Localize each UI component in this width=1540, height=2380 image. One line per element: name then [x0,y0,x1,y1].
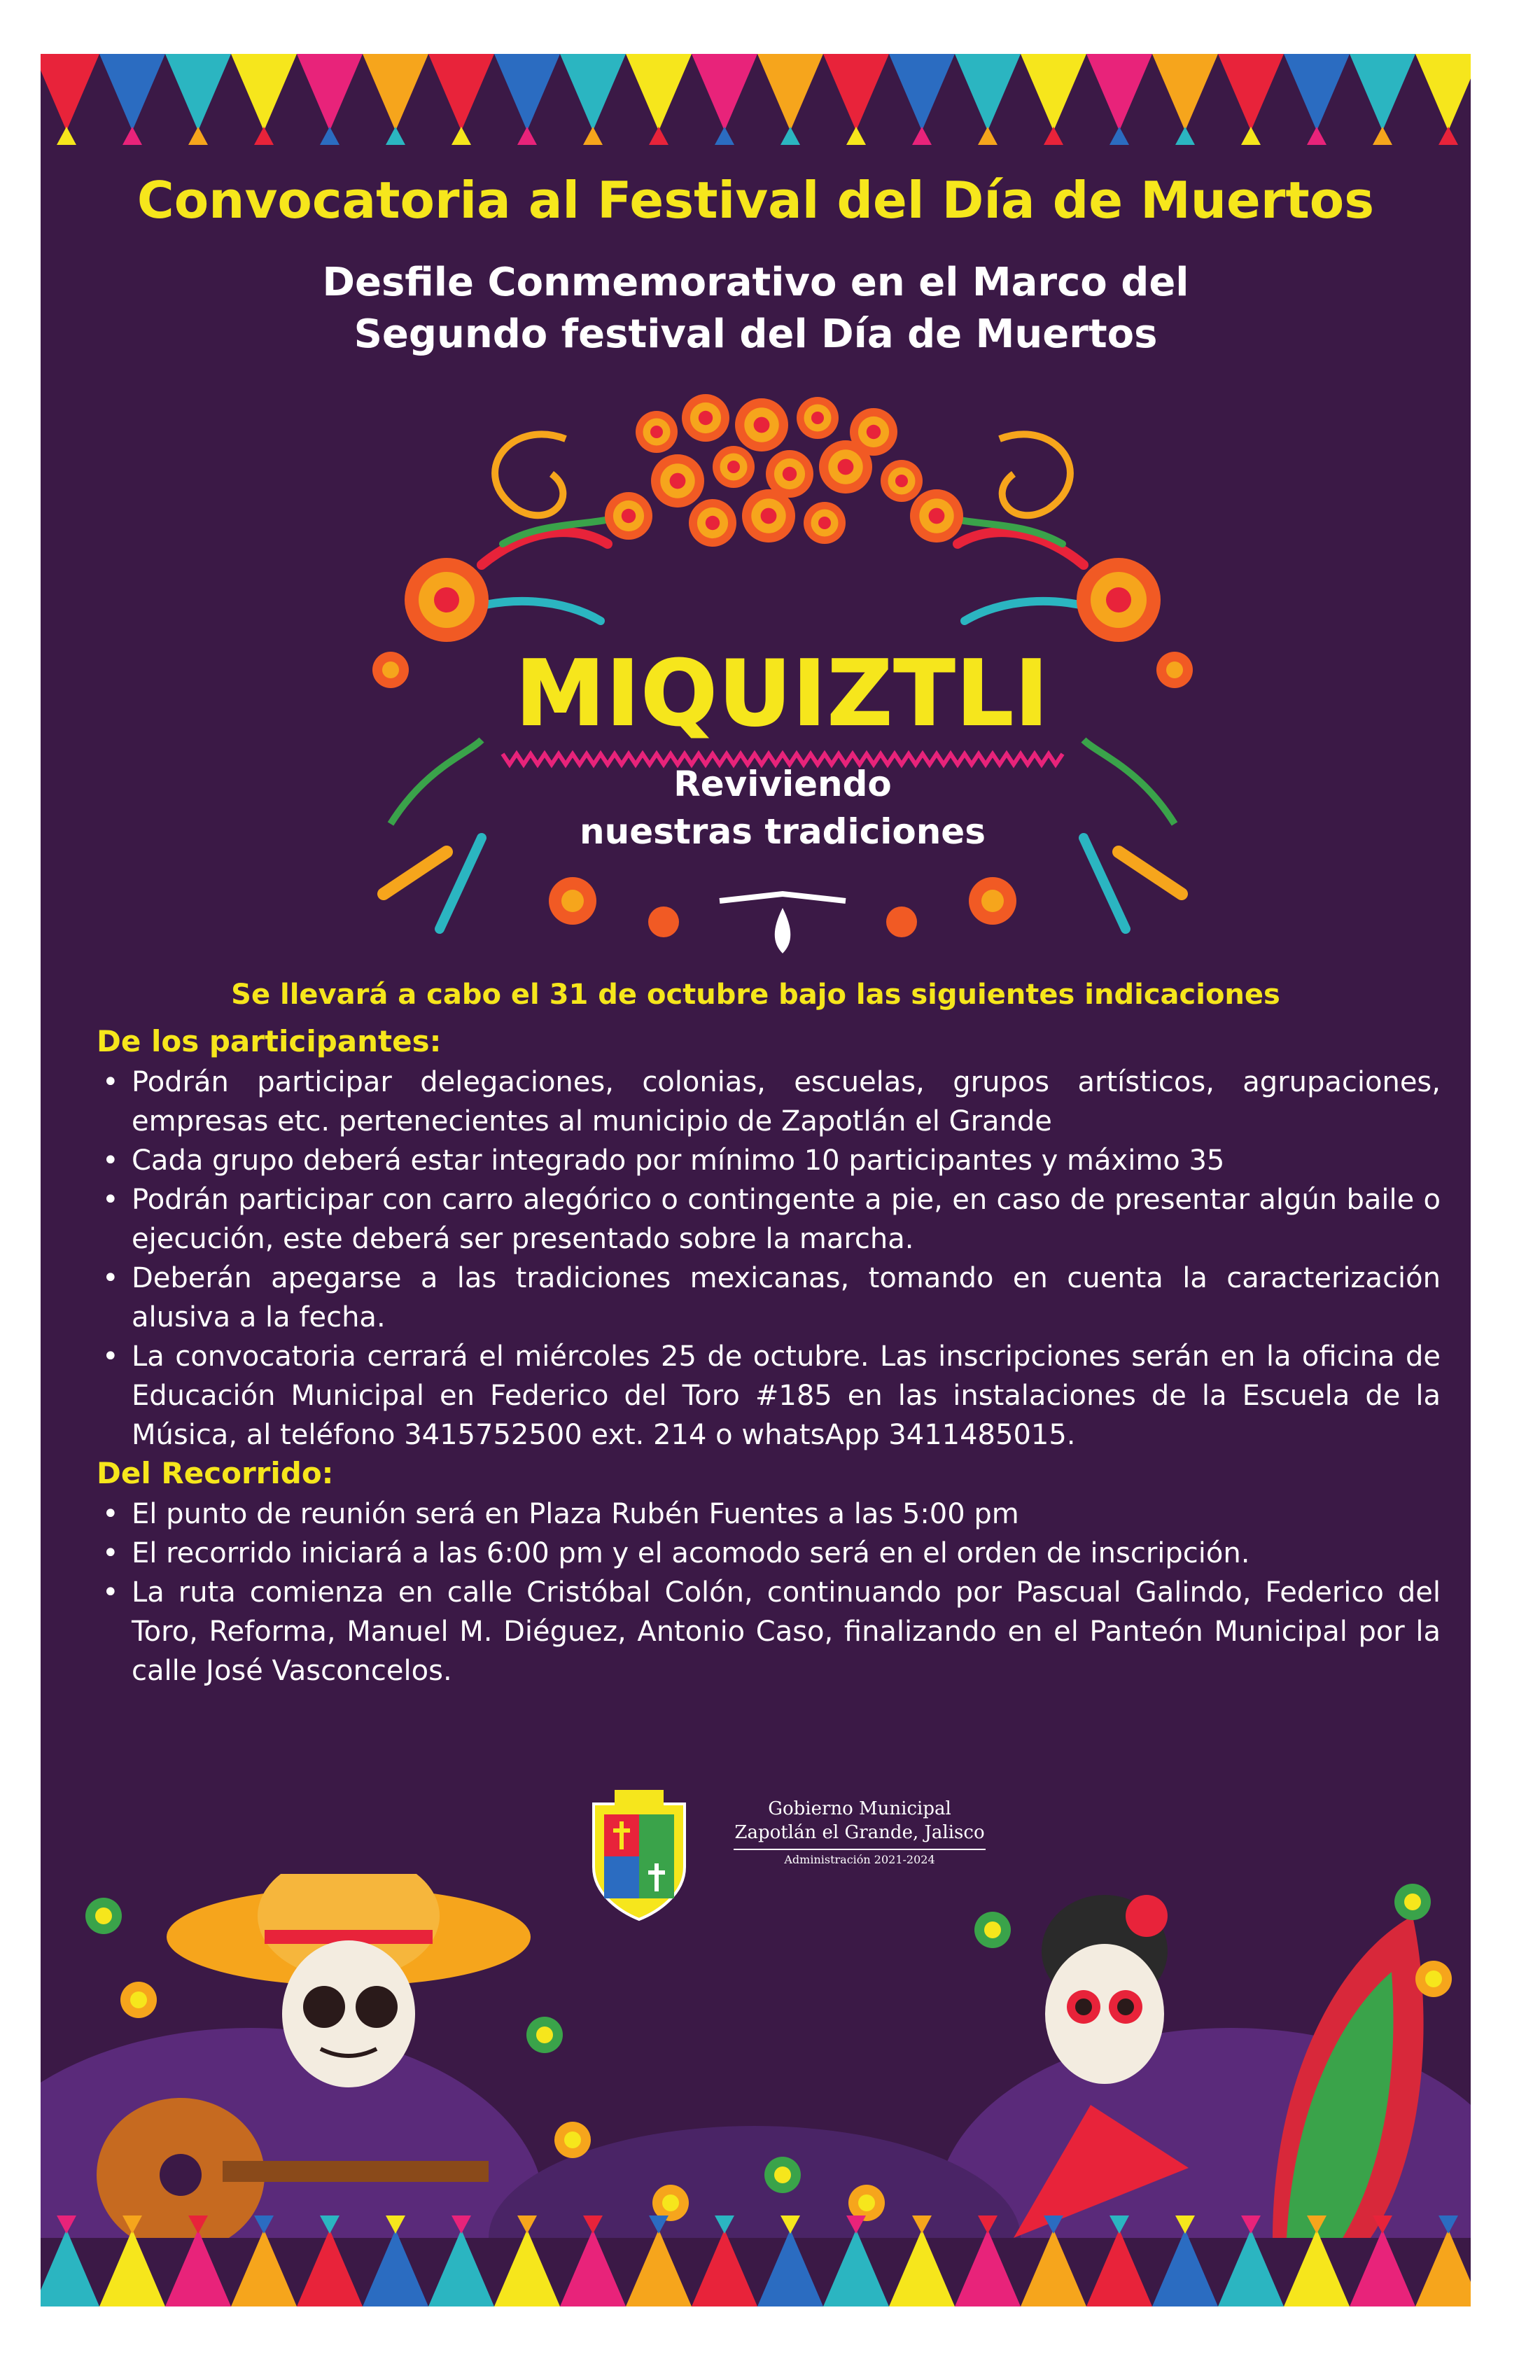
banner-triangle [626,54,692,131]
marigold-flower [867,425,881,439]
banner-triangle [823,2230,889,2306]
banner-triangle [1218,2230,1284,2306]
banner-triangle [57,127,76,145]
marigold-flower [838,459,854,475]
brand-logotype: MIQUIZTLI [515,642,1050,746]
banner-triangle [912,2216,932,2234]
banner-triangle [889,2230,955,2306]
banner-triangle [494,2230,560,2306]
banner-triangle [231,54,297,131]
decor-flower [564,2132,581,2148]
banner-triangle [1415,2230,1471,2306]
banner-triangle [1218,54,1284,131]
miquiztli-emblem [342,390,1224,971]
decor-flower [536,2026,553,2043]
tagline-line: nuestras tradiciones [580,811,986,852]
list-item: • El punto de reunión será en Plaza Rubén Fuentes a las 5:00 pm [97,1494,1441,1534]
subtitle-line: Desfile Conmemorativo en el Marco del [322,260,1189,305]
list-item: • Cada grupo deberá estar integrado por mínimo 10 participantes y máximo 35 [97,1141,1441,1180]
banner-triangle [517,127,537,145]
banner-triangle [363,2230,428,2306]
banner-triangle [41,54,99,131]
banner-triangle [1350,54,1415,131]
banner-triangle [583,127,603,145]
government-name [706,1797,1014,1866]
banner-triangle [188,2216,208,2234]
banner-triangle [823,54,889,131]
list-item: • Deberán apegarse a las tradiciones mexicanas, tomando en cuenta la caracterización alusiva a la fecha. [97,1259,1441,1337]
list-item: • El recorrido iniciará a las 6:00 pm y el acomodo será en el orden de inscripción. [97,1534,1441,1573]
marigold-flower [783,467,797,481]
decor-flower [1425,1970,1442,1987]
banner-triangle [1438,127,1458,145]
flower-cluster [605,394,963,547]
decor-flower [774,2166,791,2183]
banner-triangle [780,2216,800,2234]
banner-triangle [428,54,494,131]
marigold-flower [754,417,770,433]
banner-triangle [1373,127,1392,145]
banner-triangle [757,2230,823,2306]
route-list [97,1494,1441,1690]
list-item: • La ruta comienza en calle Cristóbal Colón, continuando por Pascual Galindo, Federico del Toro, Reforma, Manuel M. Diéguez, Antonio Caso, finalizando en el Panteón Municipal por la calle José Vasconcelos. [97,1573,1441,1690]
decor-flower [1404,1893,1421,1910]
marigold-flower [895,475,908,487]
banner-triangle [1044,2216,1063,2234]
marigold-flower [818,517,831,529]
marigold-flower [670,473,686,489]
banner-triangle [757,54,823,131]
banner-triangle [231,2230,297,2306]
banner-triangle [955,2230,1021,2306]
banner-triangle [715,2216,734,2234]
banner-triangle [1284,2230,1350,2306]
banner-triangle [626,2230,692,2306]
banner-triangle [386,2216,405,2234]
poster [41,54,1471,2306]
participants-heading: De los participantes: [97,1024,442,1058]
banner-triangle [1175,127,1195,145]
banner-triangle [692,54,757,131]
marigold-flower [699,411,713,425]
banner-triangle [955,54,1021,131]
marigold-flower [761,508,777,524]
banner-triangle [386,127,405,145]
marigold-flower [929,508,945,524]
banner-triangle [188,127,208,145]
banner-triangle [99,54,165,131]
banner-triangle [780,127,800,145]
banner-triangle [165,2230,231,2306]
banner-triangle [451,127,471,145]
marigold-flower [650,426,663,438]
banner-triangle [297,2230,363,2306]
marigold-flower [706,516,720,530]
banner-triangle [1373,2216,1392,2234]
banner-triangle [1044,127,1063,145]
banner-triangle [846,127,866,145]
banner-triangle [254,2216,274,2234]
banner-triangle [692,2230,757,2306]
day-of-dead-illustration [41,1874,1471,2238]
banner-triangle [320,2216,340,2234]
government-line: Zapotlán el Grande, Jalisco [734,1822,985,1843]
marigold-flower [622,509,636,523]
banner-triangle [978,127,997,145]
marigold-flower [1077,558,1161,642]
banner-triangle [1110,2216,1129,2234]
banner-triangle [583,2216,603,2234]
banner-triangle [560,2230,626,2306]
marigold-flower [811,412,824,424]
banner-triangle [1241,127,1261,145]
papel-picado-top [41,54,1471,159]
banner-triangle [649,2216,668,2234]
banner-triangle [122,127,142,145]
page-title: Convocatoria al Festival del Día de Muertos [136,171,1375,230]
banner-triangle [1241,2216,1261,2234]
banner-triangle [1086,2230,1152,2306]
administration-period: Administración 2021-2024 [734,1849,986,1866]
banner-triangle [1415,54,1471,131]
banner-triangle [1175,2216,1195,2234]
banner-triangle [122,2216,142,2234]
tagline-line: Reviviendo [673,764,892,804]
list-item: • Podrán participar con carro alegórico o contingente a pie, en caso de presentar algún baile o ejecución, este deberá ser presentado sobre la marcha. [97,1180,1441,1259]
banner-triangle [41,2230,99,2306]
list-item: • Podrán participar delegaciones, colonias, escuelas, grupos artísticos, agrupaciones, empresas etc. pertenecientes al municipio de Zapotlán el Grande [97,1063,1441,1141]
banner-triangle [428,2230,494,2306]
banner-triangle [1152,54,1218,131]
participants-list [97,1063,1441,1455]
banner-triangle [1021,54,1086,131]
marigold-flower [727,461,740,473]
banner-triangle [978,2216,997,2234]
banner-triangle [363,54,428,131]
banner-triangle [1350,2230,1415,2306]
decor-flower [130,1991,147,2008]
marigold-flower [405,558,489,642]
banner-triangle [1152,2230,1218,2306]
event-date: Se llevará a cabo el 31 de octubre bajo las siguientes indicaciones [231,979,1280,1011]
banner-triangle [494,54,560,131]
banner-triangle [451,2216,471,2234]
list-item: • La convocatoria cerrará el miércoles 25 de octubre. Las inscripciones serán en la oficina de Educación Municipal en Federico del Toro #185 en las instalaciones de la Escuela de la Música, al teléfono 3415752500 ext. 214 o whatsApp 3411485015. [97,1337,1441,1455]
banner-triangle [1307,2216,1326,2234]
banner-triangle [517,2216,537,2234]
banner-triangle [1110,127,1129,145]
banner-triangle [846,2216,866,2234]
banner-triangle [254,127,274,145]
banner-triangle [165,54,231,131]
papel-picado-bottom [41,2202,1471,2306]
decor-flower [95,1907,112,1924]
banner-triangle [649,127,668,145]
government-line: Gobierno Municipal [768,1798,951,1819]
banner-triangle [1021,2230,1086,2306]
decor-flower [984,1921,1001,1938]
banner-triangle [1438,2216,1458,2234]
banner-triangle [57,2216,76,2234]
banner-triangle [715,127,734,145]
banner-triangle [889,54,955,131]
subtitle-line: Segundo festival del Día de Muertos [354,312,1158,358]
banner-triangle [912,127,932,145]
tagline [342,761,1224,855]
banner-triangle [1086,54,1152,131]
banner-triangle [320,127,340,145]
page-subtitle [41,257,1471,361]
route-heading: Del Recorrido: [97,1456,334,1490]
banner-triangle [1284,54,1350,131]
banner-triangle [297,54,363,131]
banner-triangle [560,54,626,131]
banner-triangle [99,2230,165,2306]
banner-triangle [1307,127,1326,145]
